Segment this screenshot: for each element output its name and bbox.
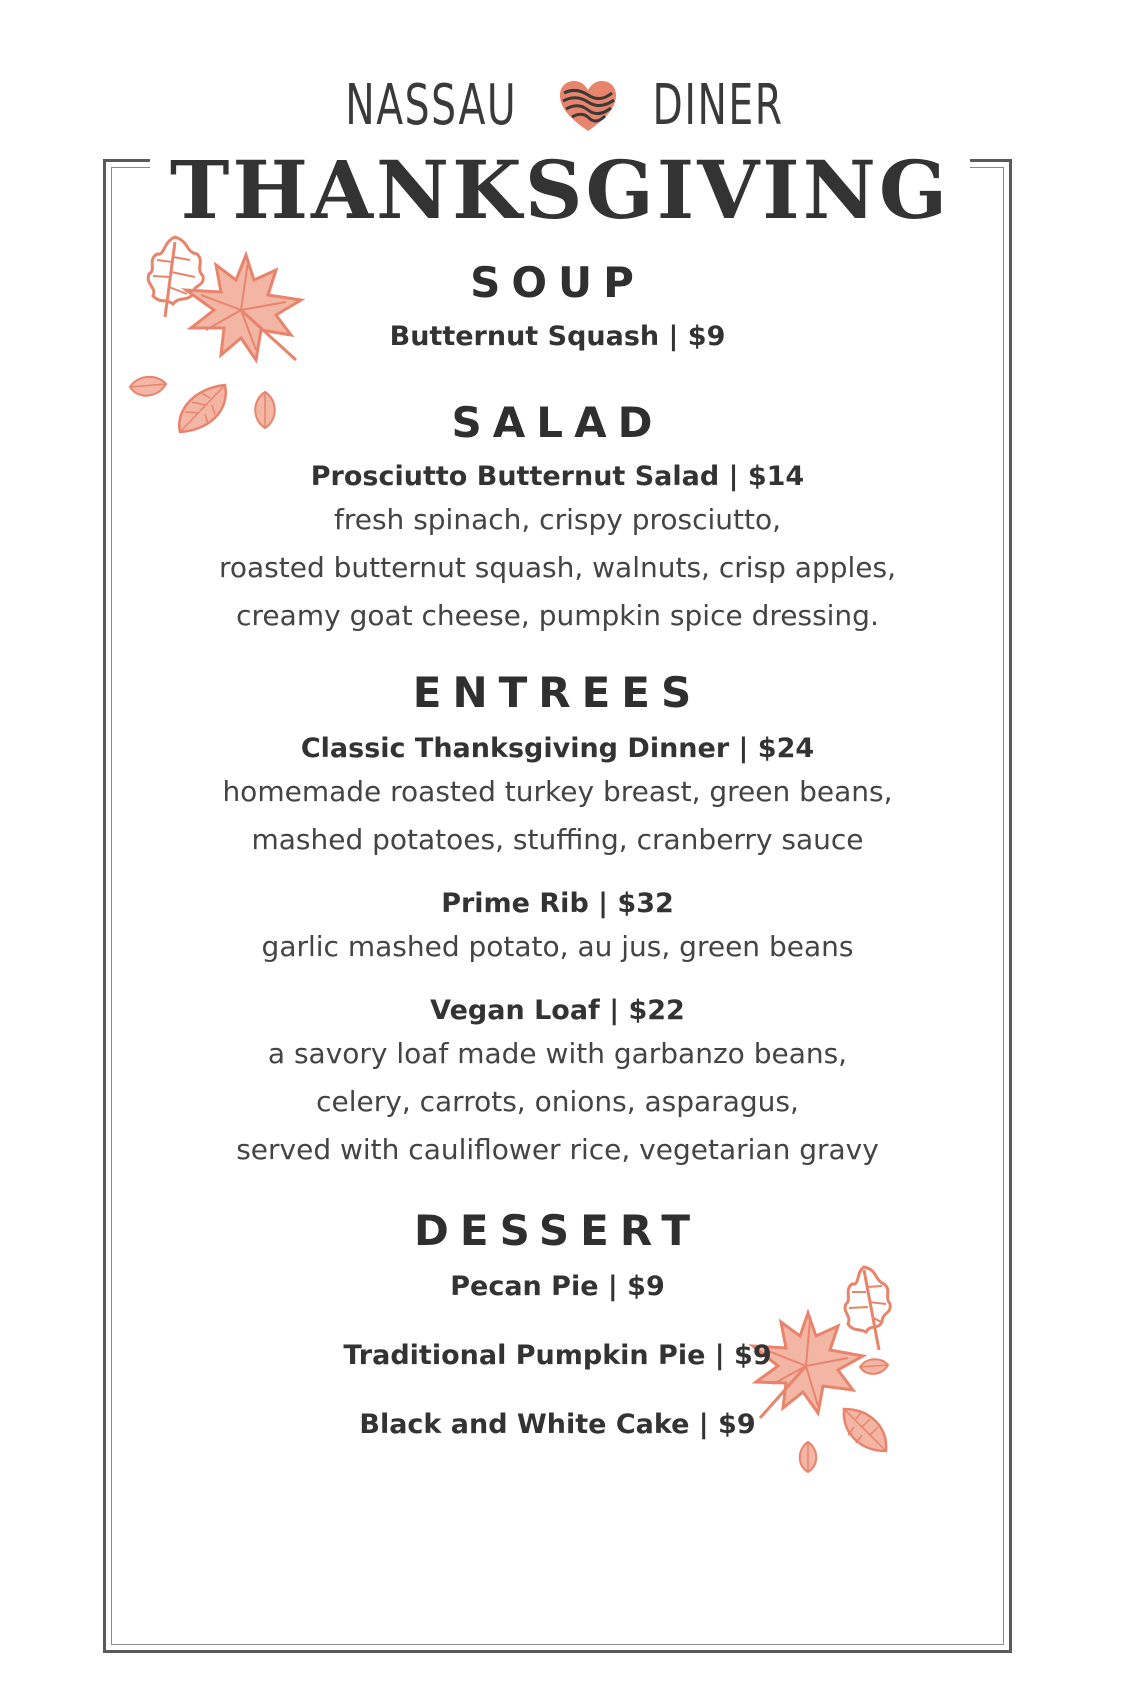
menu-item-name: Classic Thanksgiving Dinner | $24	[300, 733, 815, 764]
section-title: ENTREES	[412, 668, 703, 717]
page-title: THANKSGIVING	[169, 143, 951, 237]
menu-item-name: Traditional Pumpkin Pie | $9	[343, 1340, 772, 1371]
menu-item-name: Pecan Pie | $9	[450, 1271, 665, 1302]
section-dessert	[111, 1206, 1004, 1440]
menu-item-name: Prime Rib | $32	[441, 888, 674, 919]
menu-item-name: Butternut Squash | $9	[389, 321, 726, 352]
section-title: SOUP	[470, 258, 645, 307]
section-entrees	[111, 668, 1004, 1174]
heart-icon	[558, 79, 618, 133]
menu-item-description: fresh spinach, crispy prosciutto,	[333, 503, 781, 536]
menu-item-description: homemade roasted turkey breast, green beans,	[222, 775, 893, 808]
menu-item-name: Vegan Loaf | $22	[430, 995, 685, 1026]
logo-text-left: NASSAU	[345, 73, 518, 139]
menu-item-description: creamy goat cheese, pumpkin spice dressing.	[236, 599, 879, 632]
menu-item-description: garlic mashed potato, au jus, green beans	[261, 930, 854, 963]
section-salad	[111, 398, 1004, 640]
menu-item-description: served with cauliflower rice, vegetarian gravy	[236, 1133, 879, 1166]
section-title: SALAD	[451, 398, 664, 447]
menu-item-description: roasted butternut squash, walnuts, crisp apples,	[219, 551, 896, 584]
diner-logo	[0, 70, 1123, 138]
menu-item-description: a savory loaf made with garbanzo beans,	[267, 1037, 848, 1070]
menu-item-name: Black and White Cake | $9	[359, 1409, 756, 1440]
menu-item-name: Prosciutto Butternut Salad | $14	[310, 461, 805, 492]
section-soup	[111, 258, 1004, 352]
logo-text-right: DINER	[652, 73, 784, 139]
section-title: DESSERT	[414, 1206, 701, 1255]
small-leaf-icon	[795, 1440, 821, 1474]
menu-item-description: celery, carrots, onions, asparagus,	[316, 1085, 799, 1118]
menu-item-description: mashed potatoes, stuffing, cranberry sauce	[251, 823, 864, 856]
